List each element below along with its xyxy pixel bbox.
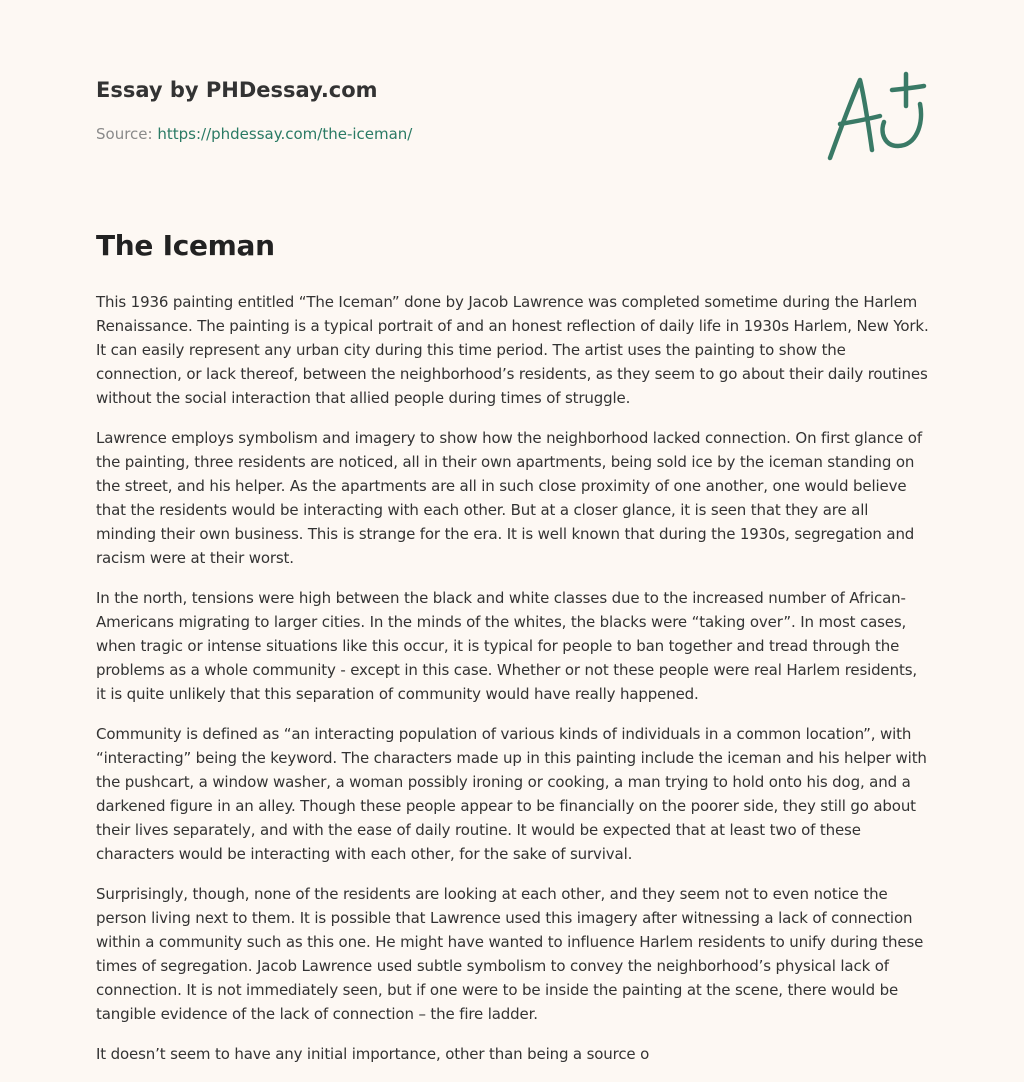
source-link[interactable]: https://phdessay.com/the-iceman/ — [157, 125, 413, 143]
essay-title: The Iceman — [96, 229, 275, 262]
essay-paragraph: It doesn’t seem to have any initial importance, other than being a source o — [96, 1045, 650, 1063]
essay-paragraph: This 1936 painting entitled “The Iceman” done by Jacob Lawrence was completed sometime during the Harlem Renaissance. The painting is a typical portrait of and an honest reflection of daily life in 1930s Harlem, New York. It can easily represent any urban city during this time period. The artist uses the painting to show the connection, or lack thereof, between the neighborhood’s residents, as they seem to go about their daily routines without the social interaction that allied people during times of struggle. — [96, 293, 929, 407]
a-plus-logo-icon — [820, 66, 930, 166]
page-header — [96, 76, 736, 144]
essay-paragraph: In the north, tensions were high between the black and white classes due to the increased number of African-Americans migrating to larger cities. In the minds of the whites, the blacks were “taking over”. In most cases, when tragic or intense situations like this occur, it is typical for people to ban together and tread through the problems as a whole community - except in this case. Whether or not these people were real Harlem residents, it is quite unlikely that this separation of community would have really happened. — [96, 589, 917, 703]
essay-article — [96, 228, 930, 1082]
site-title: Essay by PHDessay.com — [96, 78, 378, 102]
essay-paragraph: Surprisingly, though, none of the residents are looking at each other, and they seem not to even notice the person living next to them. It is possible that Lawrence used this imagery after witnessing a lack of connection within a community such as this one. He might have wanted to influence Harlem residents to unify during these times of segregation. Jacob Lawrence used subtle symbolism to convey the neighborhood’s physical lack of connection. It is not immediately seen, but if one were to be inside the painting at the scene, there would be tangible evidence of the lack of connection – the fire ladder. — [96, 885, 924, 1023]
essay-paragraph: Community is defined as “an interacting population of various kinds of individuals in a common location”, with “interacting” being the keyword. The characters made up in this painting include the iceman and his helper with the pushcart, a window washer, a woman possibly ironing or cooking, a man trying to hold onto his dog, and a darkened figure in an alley. Though these people appear to be financially on the poorer side, they still go about their lives separately, and with the ease of daily routine. It would be expected that at least two of these characters would be interacting with each other, for the sake of survival. — [96, 725, 927, 863]
source-label: Source: — [96, 125, 153, 143]
essay-paragraph: Lawrence employs symbolism and imagery to show how the neighborhood lacked connection. On first glance of the painting, three residents are noticed, all in their own apartments, being sold ice by the iceman standing on the street, and his helper. As the apartments are all in such close proximity of one another, one would believe that the residents would be interacting with each other. But at a closer glance, it is seen that they are all minding their own business. This is strange for the era. It is well known that during the 1930s, segregation and racism were at their worst. — [96, 429, 922, 567]
source-line — [96, 124, 736, 144]
